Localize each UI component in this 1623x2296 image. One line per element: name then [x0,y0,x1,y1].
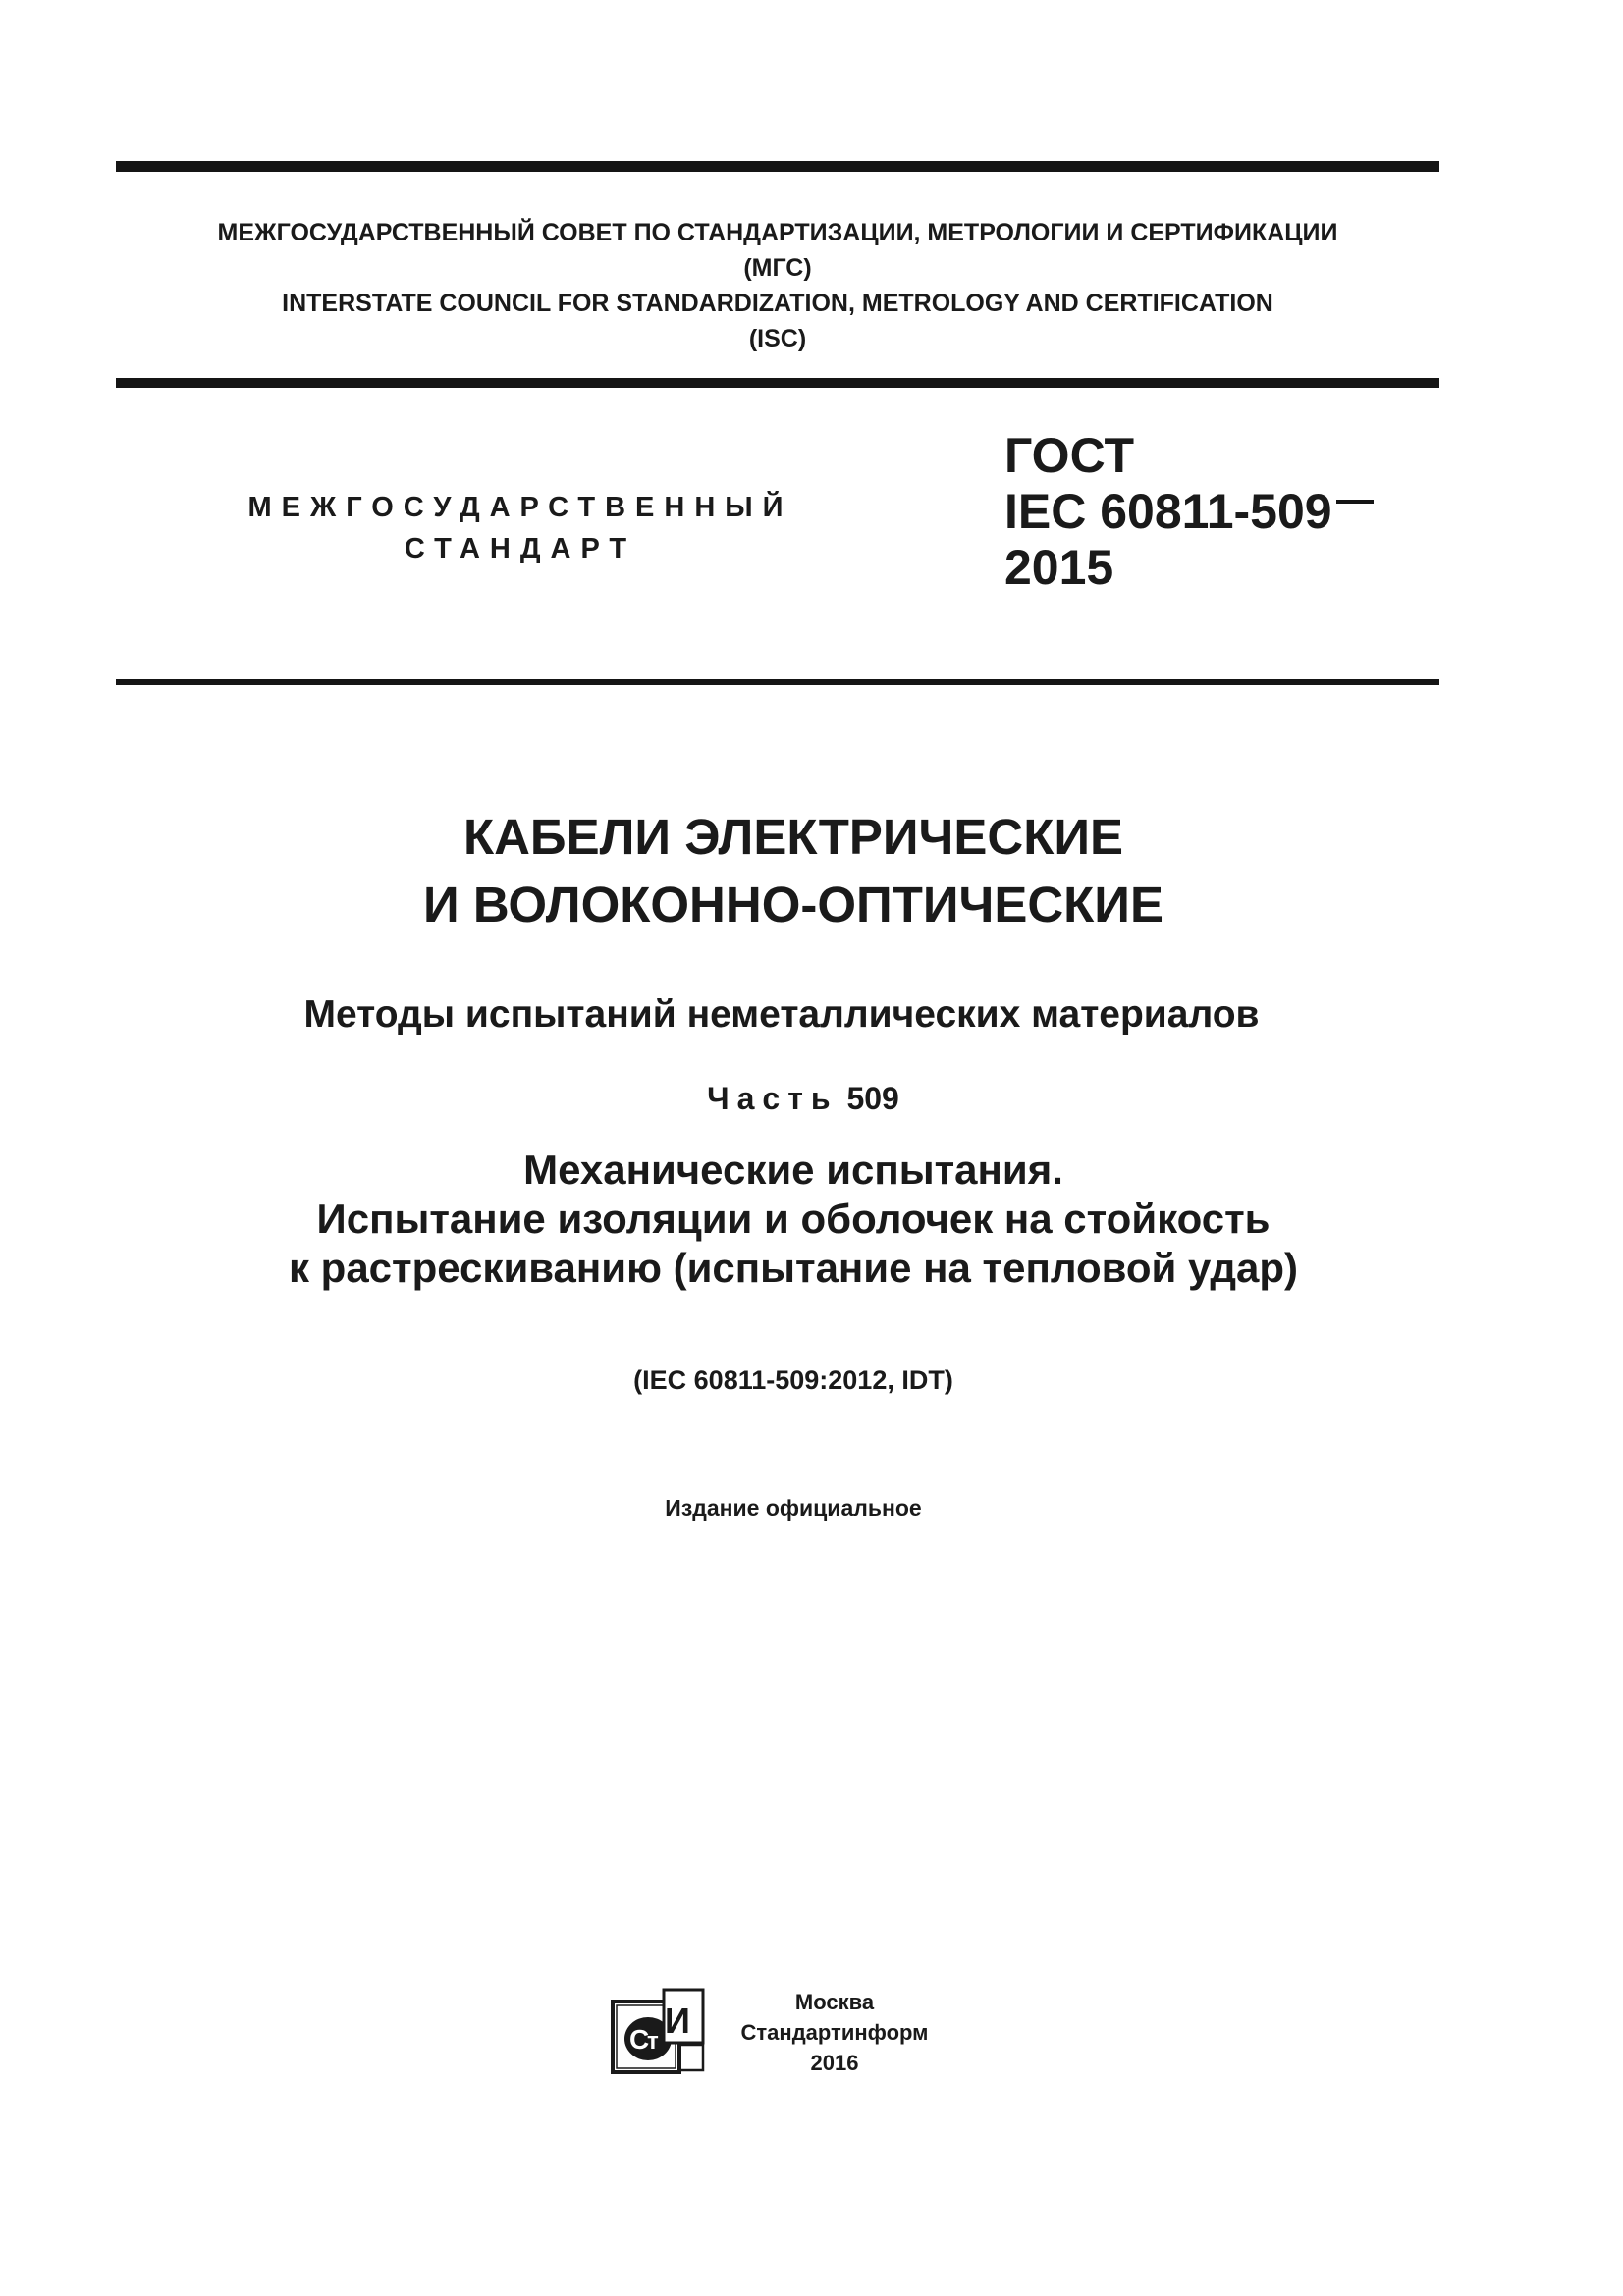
subtitle-line3: к растрескиванию (испытание на тепловой удар) [288,1245,1299,1291]
designation-number: IEC 60811-509 [1004,484,1332,539]
designation-prefix: ГОСТ [1004,428,1134,483]
svg-text:т: т [647,2028,659,2055]
council-header [116,215,1439,356]
publisher-city: Москва [794,1990,875,2014]
council-name-ru: МЕЖГОСУДАРСТВЕННЫЙ СОВЕТ ПО СТАНДАРТИЗАЦИИ, МЕТРОЛОГИИ И СЕРТИФИКАЦИИ [217,219,1338,246]
subtitle [116,1146,1471,1293]
subtitle-line1: Механические испытания. [523,1147,1063,1193]
edition-label: Издание официальное [665,1495,922,1521]
standard-type-line2: СТАНДАРТ [404,533,637,564]
standard-type [206,487,835,569]
designation-dash [1336,500,1374,504]
svg-text:И: И [665,2001,690,2041]
subtitle-line2: Испытание изоляции и оболочек на стойкость [316,1196,1271,1242]
header-rule [116,378,1439,388]
document-title [116,803,1471,938]
council-name-en: INTERSTATE COUNCIL FOR STANDARDIZATION, METROLOGY AND CERTIFICATION [282,290,1273,317]
council-abbr-en: (ISC) [748,325,807,352]
top-rule [116,161,1439,172]
iec-reference: (IEC 60811-509:2012, IDT) [633,1365,953,1395]
standartinform-logo-icon [611,1988,707,2074]
title-part [116,1077,1490,1120]
standard-designation [1004,428,1374,596]
title-line2: И ВОЛОКОННО-ОПТИЧЕСКИЕ [423,877,1163,933]
publisher-block [717,1987,952,2078]
council-abbr-ru: (МГС) [743,254,812,282]
publisher-name: Стандартинформ [740,2020,929,2045]
publisher-year: 2016 [810,2051,859,2075]
part-word: Часть [707,1081,839,1116]
title-methods: Методы испытаний неметаллических материалов [303,993,1260,1036]
designation-year: 2015 [1004,540,1114,595]
svg-text:С: С [629,2024,650,2055]
designation-rule [116,679,1439,685]
standard-type-line1: МЕЖГОСУДАРСТВЕННЫЙ [247,492,793,523]
title-line1: КАБЕЛИ ЭЛЕКТРИЧЕСКИЕ [462,809,1124,865]
part-number: 509 [846,1081,899,1116]
